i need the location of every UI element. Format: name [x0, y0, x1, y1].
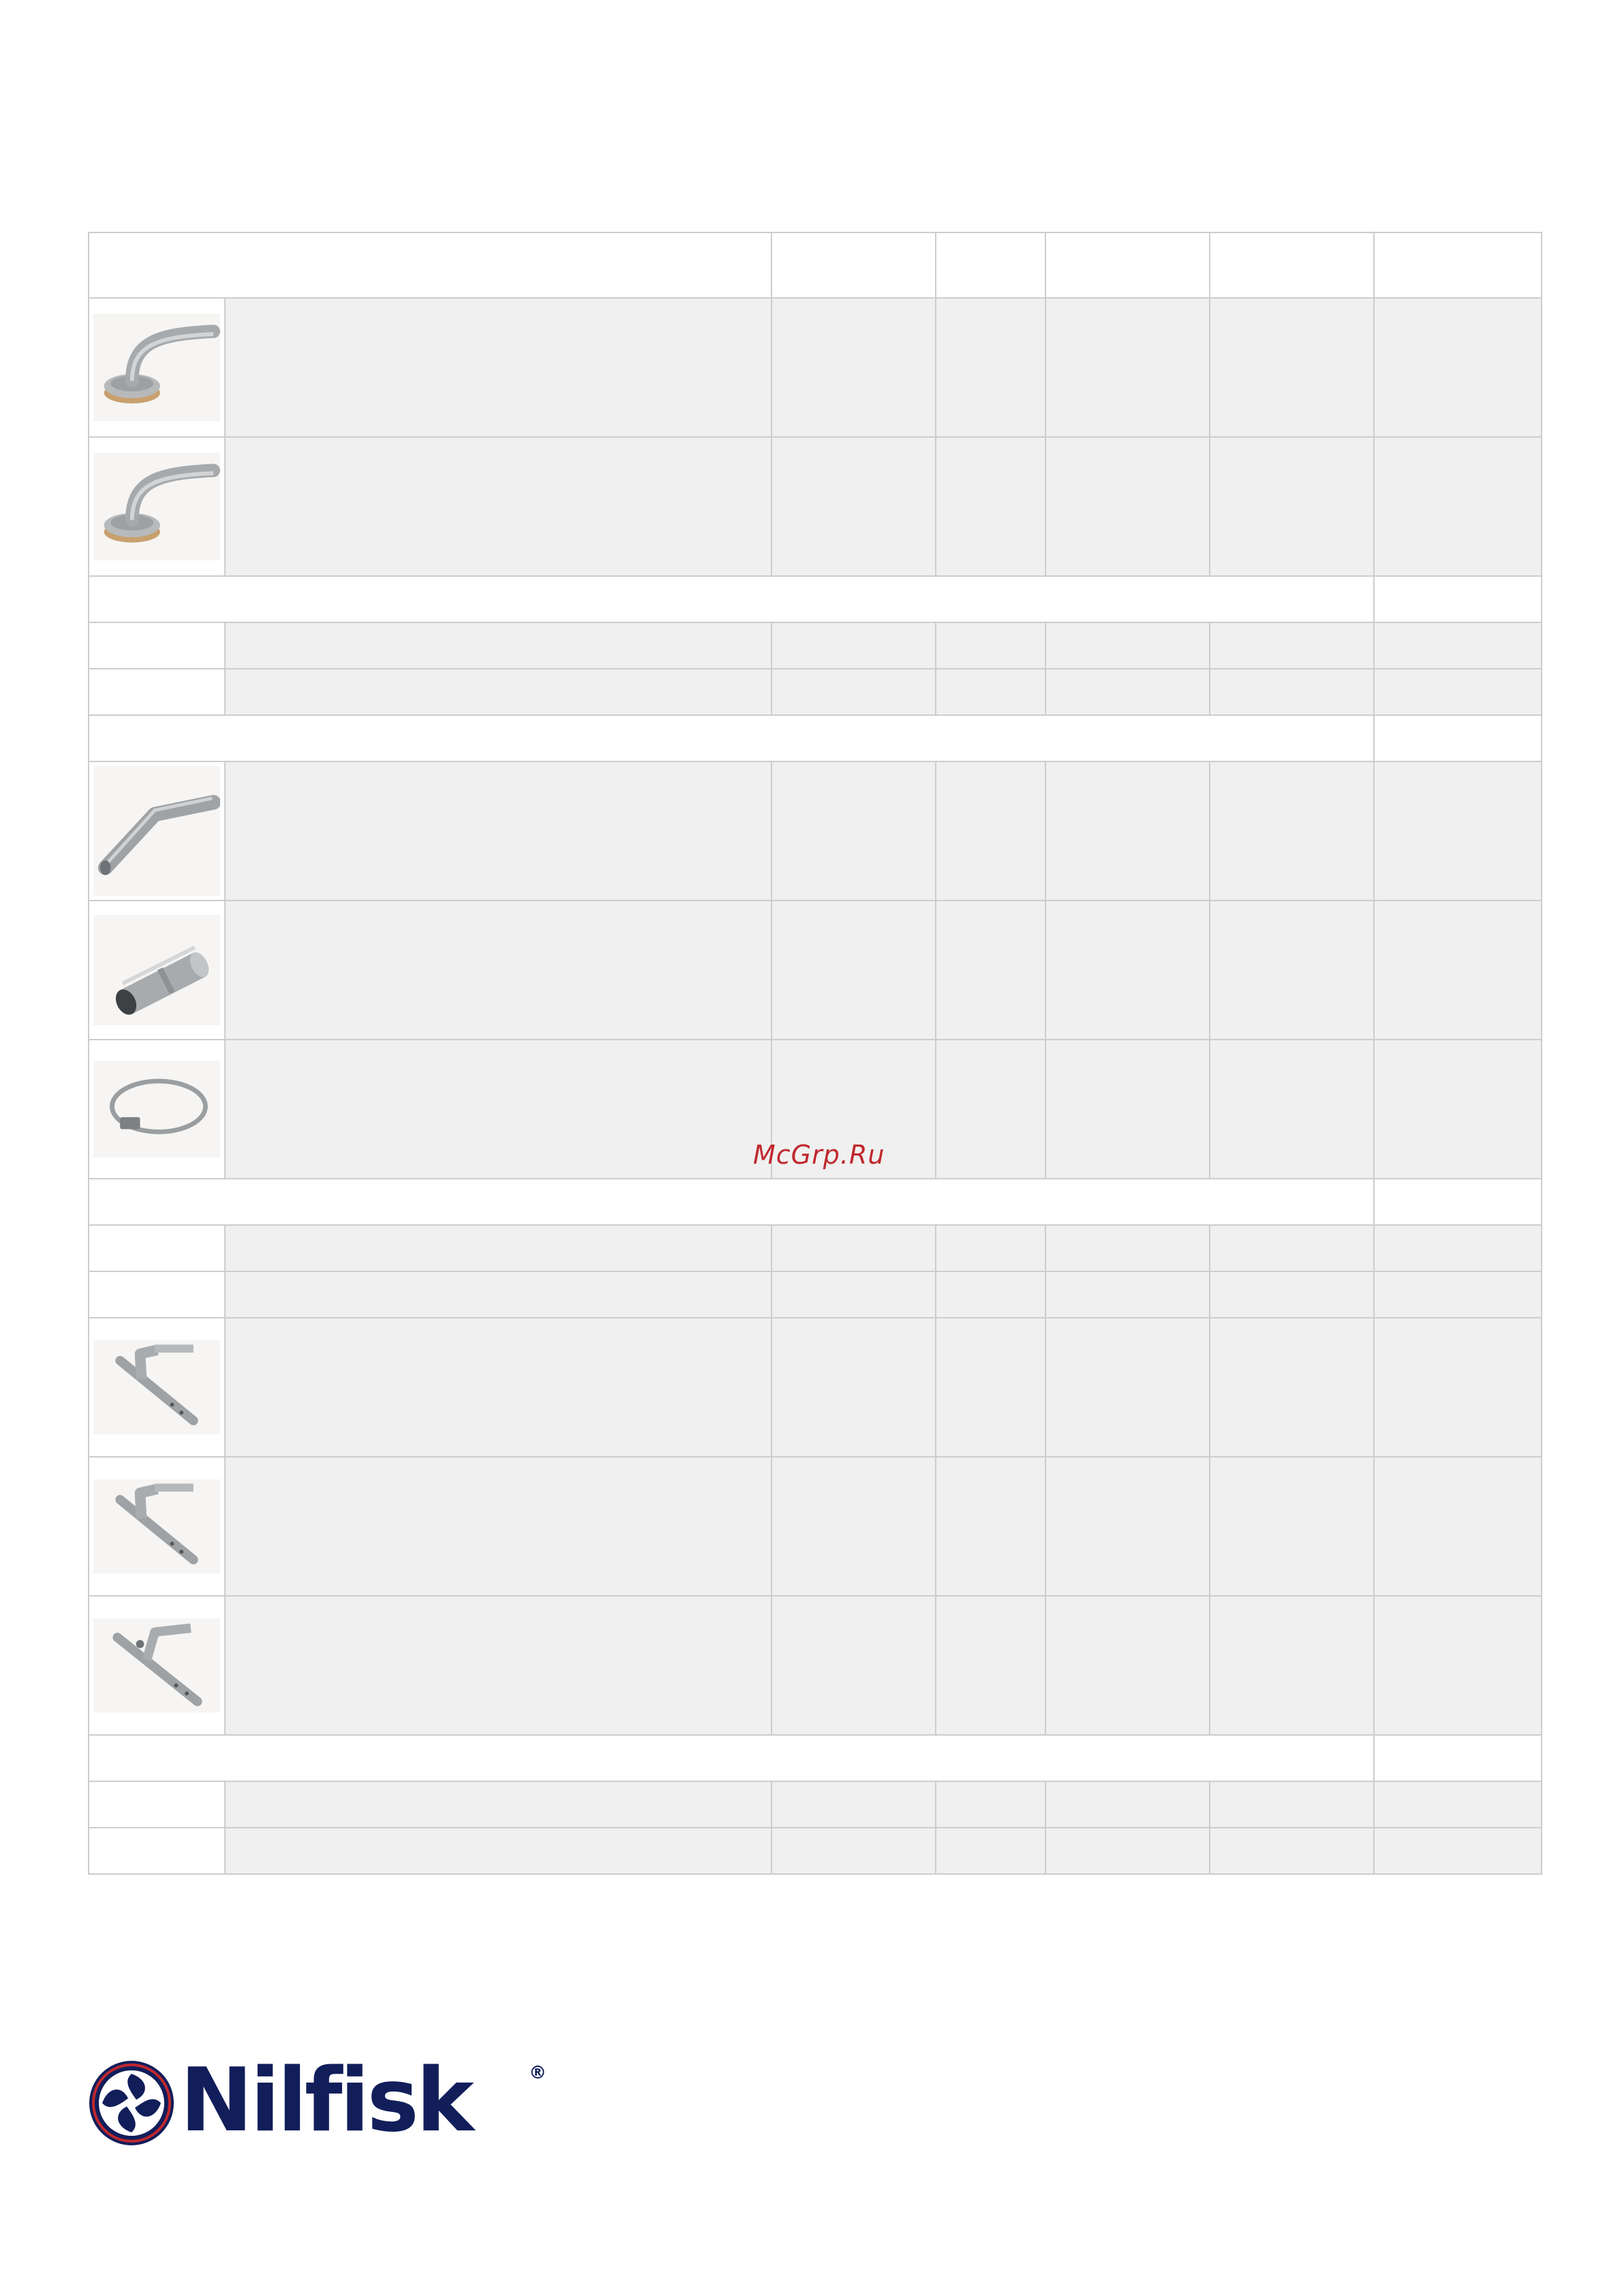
- data-cell: [1210, 437, 1374, 576]
- data-cell: [1374, 437, 1542, 576]
- data-cell: [1045, 437, 1210, 576]
- data-cell: [1210, 1781, 1374, 1828]
- description-cell: [225, 1781, 771, 1828]
- section-side-cell: [1374, 1179, 1542, 1225]
- section-header-row: [89, 1179, 1542, 1225]
- header-cell: [1045, 232, 1210, 298]
- data-cell: [1210, 761, 1374, 901]
- section-side-cell: [1374, 1735, 1542, 1781]
- product-image-cell: [89, 1318, 225, 1457]
- description-cell: [225, 298, 771, 437]
- brand-name: Nilfisk: [180, 2050, 472, 2151]
- data-cell: [936, 437, 1045, 576]
- nilfisk-logo: [87, 2050, 551, 2151]
- data-cell: [771, 901, 936, 1040]
- header-cell: [936, 232, 1045, 298]
- data-cell: [1374, 1781, 1542, 1828]
- data-cell: [771, 1781, 936, 1828]
- description-cell: [225, 901, 771, 1040]
- squeegee-nozzle-icon: [93, 1340, 220, 1434]
- data-cell: [771, 1457, 936, 1596]
- table-row: [89, 1828, 1542, 1874]
- table-row: [89, 437, 1542, 576]
- section-header-row: [89, 576, 1542, 622]
- data-cell: [1045, 622, 1210, 669]
- data-cell: [1374, 669, 1542, 715]
- code-cell: [89, 1225, 225, 1271]
- data-cell: [771, 622, 936, 669]
- squeegee-nozzle-icon: [93, 1479, 220, 1573]
- data-cell: [1210, 1318, 1374, 1457]
- data-cell: [1374, 1596, 1542, 1735]
- data-cell: [1210, 1225, 1374, 1271]
- data-cell: [1210, 1828, 1374, 1874]
- data-cell: [936, 669, 1045, 715]
- section-title-cell: [89, 715, 1374, 761]
- data-cell: [1210, 298, 1374, 437]
- data-cell: [771, 1596, 936, 1735]
- curved-wand-round-nozzle-icon: [93, 453, 220, 560]
- product-image-cell: [89, 1040, 225, 1179]
- data-cell: [1374, 1040, 1542, 1179]
- data-cell: [1045, 1457, 1210, 1596]
- section-title-cell: [89, 1735, 1374, 1781]
- description-cell: [225, 1457, 771, 1596]
- description-cell: [225, 1318, 771, 1457]
- data-cell: [1374, 1271, 1542, 1318]
- data-cell: [1374, 622, 1542, 669]
- section-side-cell: [1374, 576, 1542, 622]
- data-cell: [1210, 1271, 1374, 1318]
- description-cell: [225, 761, 771, 901]
- table-row: [89, 622, 1542, 669]
- product-image-cell: [89, 1596, 225, 1735]
- description-cell: [225, 622, 771, 669]
- data-cell: [771, 1828, 936, 1874]
- description-cell: [225, 437, 771, 576]
- table-row: [89, 1457, 1542, 1596]
- tube-connector-sleeve-icon: [93, 915, 220, 1025]
- header-cell: [771, 232, 936, 298]
- code-cell: [89, 1271, 225, 1318]
- table-row: [89, 901, 1542, 1040]
- section-title-cell: [89, 576, 1374, 622]
- section-header-row: [89, 715, 1542, 761]
- description-cell: [225, 1225, 771, 1271]
- description-cell: [225, 1596, 771, 1735]
- data-cell: [1045, 669, 1210, 715]
- data-cell: [1210, 1457, 1374, 1596]
- data-cell: [1210, 901, 1374, 1040]
- section-side-cell: [1374, 715, 1542, 761]
- table-row: [89, 761, 1542, 901]
- description-cell: [225, 669, 771, 715]
- section-title-cell: [89, 1179, 1374, 1225]
- data-cell: [1045, 1318, 1210, 1457]
- code-cell: [89, 669, 225, 715]
- data-cell: [936, 622, 1045, 669]
- data-cell: [771, 761, 936, 901]
- description-cell: [225, 1271, 771, 1318]
- data-cell: [1045, 1040, 1210, 1179]
- data-cell: [936, 298, 1045, 437]
- data-cell: [1374, 761, 1542, 901]
- product-image-cell: [89, 298, 225, 437]
- nilfisk-emblem-icon: [87, 2059, 176, 2147]
- data-cell: [1045, 1596, 1210, 1735]
- data-cell: [1045, 1828, 1210, 1874]
- registered-mark: ®: [529, 2063, 547, 2083]
- product-image-cell: [89, 901, 225, 1040]
- description-cell: [225, 1040, 771, 1179]
- data-cell: [771, 298, 936, 437]
- data-cell: [771, 1318, 936, 1457]
- data-cell: [771, 1225, 936, 1271]
- data-cell: [936, 761, 1045, 901]
- code-cell: [89, 1781, 225, 1828]
- table-row: [89, 1271, 1542, 1318]
- section-header-row: [89, 1735, 1542, 1781]
- data-cell: [936, 1596, 1045, 1735]
- data-cell: [936, 1457, 1045, 1596]
- description-cell: [225, 1828, 771, 1874]
- table-header-row: [89, 232, 1542, 298]
- bent-steel-tube-icon: [93, 766, 220, 896]
- table-row: [89, 298, 1542, 437]
- data-cell: [1374, 298, 1542, 437]
- data-cell: [1045, 298, 1210, 437]
- data-cell: [1210, 622, 1374, 669]
- data-cell: [1045, 1225, 1210, 1271]
- data-cell: [1045, 761, 1210, 901]
- code-cell: [89, 1828, 225, 1874]
- accessories-table: [88, 232, 1542, 1875]
- data-cell: [1374, 1828, 1542, 1874]
- data-cell: [1374, 1457, 1542, 1596]
- data-cell: [1045, 1781, 1210, 1828]
- table-row: [89, 1225, 1542, 1271]
- table-row: [89, 669, 1542, 715]
- data-cell: [771, 437, 936, 576]
- data-cell: [1374, 1318, 1542, 1457]
- table-row: [89, 1318, 1542, 1457]
- curved-wand-round-nozzle-icon: [93, 314, 220, 421]
- data-cell: [936, 1318, 1045, 1457]
- code-cell: [89, 622, 225, 669]
- data-cell: [1045, 1271, 1210, 1318]
- product-image-cell: [89, 1457, 225, 1596]
- data-cell: [1045, 901, 1210, 1040]
- data-cell: [936, 1828, 1045, 1874]
- data-cell: [1210, 1596, 1374, 1735]
- data-cell: [771, 669, 936, 715]
- data-cell: [936, 901, 1045, 1040]
- data-cell: [936, 1225, 1045, 1271]
- table-row: [89, 1596, 1542, 1735]
- table-row: [89, 1781, 1542, 1828]
- product-image-cell: [89, 761, 225, 901]
- data-cell: [1210, 669, 1374, 715]
- data-cell: [936, 1271, 1045, 1318]
- data-cell: [771, 1271, 936, 1318]
- data-cell: [1374, 1225, 1542, 1271]
- header-cell: [89, 232, 771, 298]
- squeegee-nozzle-angled-icon: [93, 1618, 220, 1712]
- data-cell: [936, 1040, 1045, 1179]
- hose-clamp-ring-icon: [93, 1061, 220, 1158]
- header-cell: [1374, 232, 1542, 298]
- data-cell: [936, 1781, 1045, 1828]
- header-cell: [1210, 232, 1374, 298]
- data-cell: [1374, 901, 1542, 1040]
- product-image-cell: [89, 437, 225, 576]
- watermark-text: McGrp.Ru: [753, 1140, 885, 1170]
- data-cell: [1210, 1040, 1374, 1179]
